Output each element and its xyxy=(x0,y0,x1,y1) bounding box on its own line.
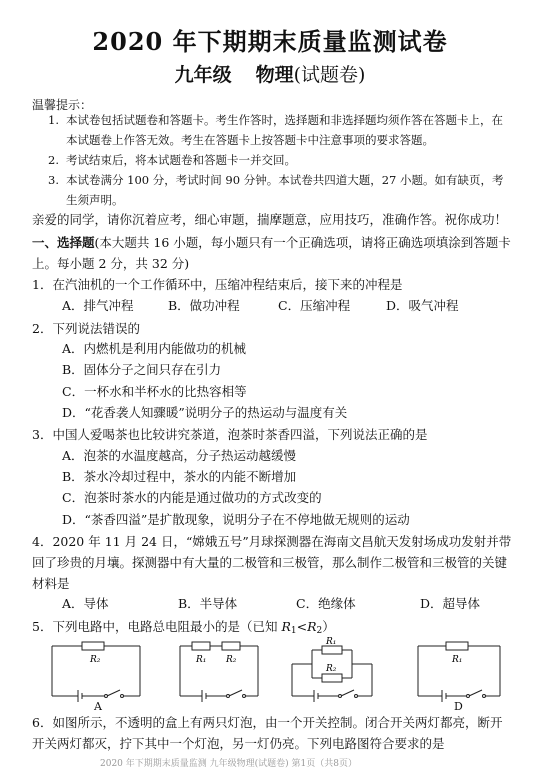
tip-number: 2. xyxy=(48,153,59,167)
tip-number: 1. xyxy=(48,113,59,127)
option: D．“花香袭人知骤暖”说明分子的热运动与温度有关 xyxy=(62,405,348,420)
less-than: < xyxy=(296,619,308,634)
tip-text: 本试卷满分 100 分，考试时间 90 分钟。本试卷共四道大题，27 小题。如有缺页，考生须声明。 xyxy=(66,173,504,207)
exam-subtitle xyxy=(0,60,540,87)
circuit-diagram-a xyxy=(52,640,142,708)
option: C．泡茶时茶水的内能是通过做功的方式改变的 xyxy=(62,490,322,505)
circuit-diagram-d xyxy=(418,640,502,708)
label-r2: R₂ xyxy=(90,655,101,665)
question-stem: 2．下列说法错误的 xyxy=(32,321,140,336)
option: B．固体分子之间只存在引力 xyxy=(62,362,222,377)
option: D．超导体 xyxy=(420,596,481,611)
r1-symbol: R xyxy=(281,619,291,634)
option: C．一杯水和半杯水的比热容相等 xyxy=(62,384,247,399)
question-stem xyxy=(32,616,512,642)
section-desc: (本大题共 16 小题，每小题只有一个正确选项，请将正确选项填涂到答题卡上。每小题 2 分，共 32 分) xyxy=(32,235,511,271)
tip-text: 考试结束后，将本试题卷和答题卡一并交回。 xyxy=(66,153,296,167)
r1-subscript: 1 xyxy=(290,626,297,636)
tip-item xyxy=(48,170,510,210)
paper-type-label: (试题卷) xyxy=(293,64,366,86)
tip-number: 3. xyxy=(48,173,59,187)
stem-text: ） xyxy=(322,619,335,634)
section-heading xyxy=(32,232,512,274)
r2-subscript: 2 xyxy=(316,626,323,636)
question-stem: 1．在汽油机的一个工作循环中，压缩冲程结束后，接下来的冲程是 xyxy=(32,277,403,292)
option: A xyxy=(94,700,102,713)
section-title: 一、选择题 xyxy=(32,235,95,250)
stem-text: 5．下列电路中，电路总电阻最小的是（已知 xyxy=(32,619,282,634)
circuit-diagram-b xyxy=(180,640,260,708)
greeting-text: 亲爱的同学，请你沉着应考，细心审题，揣摩题意，应用技巧，准确作答。祝你成功！ xyxy=(32,212,508,227)
option: C．压缩冲程 xyxy=(278,298,351,313)
tips-heading: 温馨提示： xyxy=(32,98,93,112)
tip-item xyxy=(48,150,510,170)
question-stem: 3．中国人爱喝茶也比较讲究茶道，泡茶时茶香四溢，下列说法正确的是 xyxy=(32,427,428,442)
option: A．内燃机是利用内能做功的机械 xyxy=(62,341,247,356)
option: B．半导体 xyxy=(178,596,238,611)
option: D．“茶香四溢”是扩散现象，说明分子在不停地做无规则的运动 xyxy=(62,512,410,527)
exam-title: 2020 年下期期末质量监测试卷 xyxy=(92,27,448,56)
grade-label: 九年级 xyxy=(174,64,232,86)
option: A．排气冲程 xyxy=(62,298,134,313)
label-r1: R₁ xyxy=(452,655,463,665)
option: A．泡茶的水温度越高，分子热运动越缓慢 xyxy=(62,448,297,463)
option: D xyxy=(454,700,463,713)
label-r2: R₂ xyxy=(226,655,237,665)
tip-text: 本试卷包括试题卷和答题卡。考生作答时，选择题和非选择题均须作答在答题卡上，在本试题卷上作答无效。考生在答题卡上按答题卡中注意事项的要求答题。 xyxy=(66,113,503,147)
option: A．导体 xyxy=(62,596,109,611)
label-r1: R₁ xyxy=(196,655,207,665)
r2-symbol: R xyxy=(307,619,317,634)
option: C．绝缘体 xyxy=(296,596,356,611)
label-r1: R₁ xyxy=(326,637,337,647)
option: D．吸气冲程 xyxy=(386,298,459,313)
page-footer: 2020 年下期期末质量监测 九年级物理(试题卷) 第1页（共8页） xyxy=(100,759,357,769)
circuit-diagram-c xyxy=(292,637,374,708)
option: B．茶水冷却过程中，茶水的内能不断增加 xyxy=(62,469,297,484)
option: B．做功冲程 xyxy=(168,298,240,313)
question-stem: 6．如图所示，不透明的盒上有两只灯泡，由一个开关控制。闭合开关两灯都亮，断开开关两灯都灭，拧下其中一个灯泡，另一灯仍亮。下列电路图符合要求的是 xyxy=(32,715,503,751)
tip-item xyxy=(48,110,510,150)
question-stem: 4．2020 年 11 月 24 日，“嫦娥五号”月球探测器在海南文昌航天发射场成功发射并带回了珍贵的月壤。探测器中有大量的二极管和三极管，那么制作二极管和三极管的关键材料是 xyxy=(32,534,512,591)
subject-label: 物理 xyxy=(255,64,294,86)
label-r2: R₂ xyxy=(326,664,337,674)
